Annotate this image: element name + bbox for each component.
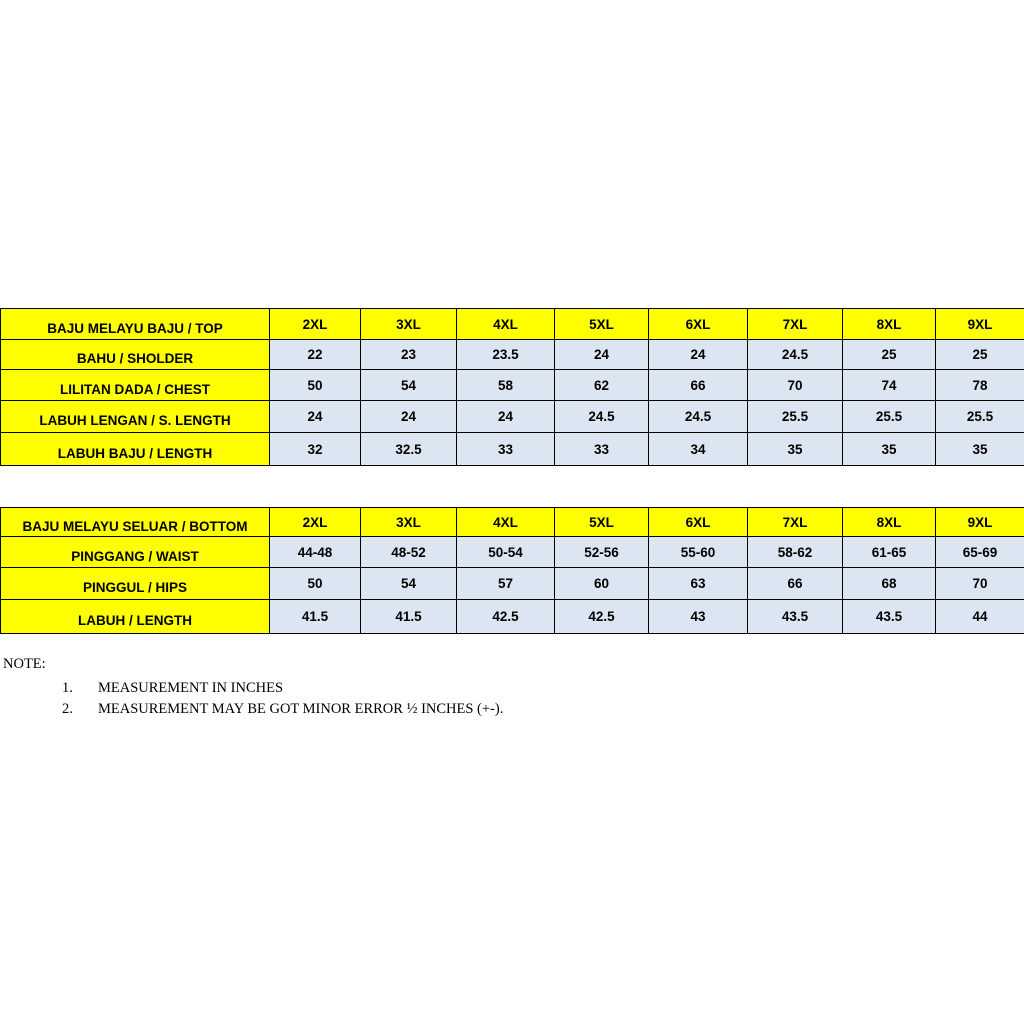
table-row	[1, 370, 1024, 401]
note-text: MEASUREMENT MAY BE GOT MINOR ERROR ½ INCHES (+-).	[98, 701, 504, 717]
row-label: LILITAN DADA / CHEST	[1, 370, 270, 401]
table-cell: 24	[649, 340, 748, 370]
table-cell: 70	[936, 568, 1024, 600]
row-label: LABUH / LENGTH	[1, 600, 270, 634]
row-label: BAHU / SHOLDER	[1, 340, 270, 370]
table-cell: 32	[270, 433, 361, 466]
table-cell: 55-60	[649, 537, 748, 568]
table-cell: 63	[649, 568, 748, 600]
size-header: 8XL	[843, 508, 936, 537]
table-cell: 22	[270, 340, 361, 370]
size-header: 5XL	[555, 309, 649, 340]
note-number: 2.	[62, 701, 73, 717]
note-list	[62, 678, 503, 720]
table-cell: 70	[748, 370, 843, 401]
size-header: 8XL	[843, 309, 936, 340]
table-cell: 61-65	[843, 537, 936, 568]
size-header: 4XL	[457, 309, 555, 340]
table-cell: 35	[936, 433, 1024, 466]
table-cell: 43	[649, 600, 748, 634]
table-cell: 66	[649, 370, 748, 401]
row-label: PINGGANG / WAIST	[1, 537, 270, 568]
top-table-title: BAJU MELAYU BAJU / TOP	[1, 309, 270, 340]
table-row	[1, 340, 1024, 370]
table-cell: 23	[361, 340, 457, 370]
table-cell: 74	[843, 370, 936, 401]
table-cell: 62	[555, 370, 649, 401]
note-number: 1.	[62, 680, 73, 696]
table-cell: 43.5	[843, 600, 936, 634]
table-cell: 24.5	[748, 340, 843, 370]
table-cell: 52-56	[555, 537, 649, 568]
table-cell: 33	[555, 433, 649, 466]
table-cell: 44-48	[270, 537, 361, 568]
size-header: 7XL	[748, 309, 843, 340]
table-cell: 48-52	[361, 537, 457, 568]
table-cell: 43.5	[748, 600, 843, 634]
table-cell: 24.5	[649, 401, 748, 433]
bottom-table-title: BAJU MELAYU SELUAR / BOTTOM	[1, 508, 270, 537]
table-cell: 35	[748, 433, 843, 466]
table-cell: 44	[936, 600, 1024, 634]
row-label: LABUH BAJU / LENGTH	[1, 433, 270, 466]
table-row	[1, 537, 1024, 568]
list-item	[62, 699, 503, 720]
table-cell: 68	[843, 568, 936, 600]
size-header: 5XL	[555, 508, 649, 537]
table-cell: 23.5	[457, 340, 555, 370]
table-cell: 58	[457, 370, 555, 401]
table-cell: 41.5	[361, 600, 457, 634]
table-cell: 58-62	[748, 537, 843, 568]
size-header: 7XL	[748, 508, 843, 537]
size-header: 9XL	[936, 508, 1024, 537]
table-cell: 50-54	[457, 537, 555, 568]
size-header: 3XL	[361, 309, 457, 340]
table-cell: 42.5	[555, 600, 649, 634]
table-cell: 33	[457, 433, 555, 466]
row-label: LABUH LENGAN / S. LENGTH	[1, 401, 270, 433]
bottom-header-row	[1, 508, 1024, 537]
row-label: PINGGUL / HIPS	[1, 568, 270, 600]
table-cell: 78	[936, 370, 1024, 401]
table-cell: 54	[361, 568, 457, 600]
table-cell: 66	[748, 568, 843, 600]
list-item	[62, 678, 503, 699]
size-header: 2XL	[270, 309, 361, 340]
size-header: 6XL	[649, 309, 748, 340]
size-header: 3XL	[361, 508, 457, 537]
table-row	[1, 433, 1024, 466]
size-header: 4XL	[457, 508, 555, 537]
table-cell: 60	[555, 568, 649, 600]
top-size-table	[0, 308, 1024, 466]
bottom-size-table	[0, 507, 1024, 634]
table-row	[1, 568, 1024, 600]
table-cell: 54	[361, 370, 457, 401]
size-header: 6XL	[649, 508, 748, 537]
table-cell: 57	[457, 568, 555, 600]
note-title: NOTE:	[3, 656, 46, 672]
size-header: 2XL	[270, 508, 361, 537]
table-cell: 32.5	[361, 433, 457, 466]
table-cell: 24	[457, 401, 555, 433]
table-cell: 65-69	[936, 537, 1024, 568]
table-row	[1, 401, 1024, 433]
note-text: MEASUREMENT IN INCHES	[98, 680, 284, 696]
table-cell: 24.5	[555, 401, 649, 433]
table-cell: 42.5	[457, 600, 555, 634]
table-cell: 24	[270, 401, 361, 433]
top-header-row	[1, 309, 1024, 340]
table-cell: 25.5	[936, 401, 1024, 433]
table-cell: 25.5	[748, 401, 843, 433]
table-cell: 25.5	[843, 401, 936, 433]
table-cell: 35	[843, 433, 936, 466]
table-cell: 25	[936, 340, 1024, 370]
table-row	[1, 600, 1024, 634]
table-cell: 25	[843, 340, 936, 370]
table-cell: 24	[555, 340, 649, 370]
table-cell: 50	[270, 568, 361, 600]
size-header: 9XL	[936, 309, 1024, 340]
table-cell: 50	[270, 370, 361, 401]
table-cell: 24	[361, 401, 457, 433]
table-cell: 41.5	[270, 600, 361, 634]
table-cell: 34	[649, 433, 748, 466]
